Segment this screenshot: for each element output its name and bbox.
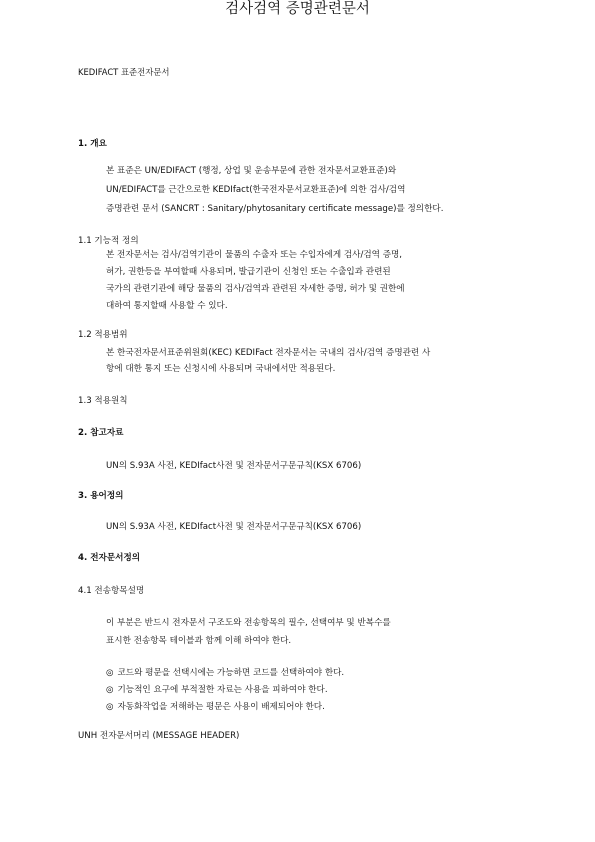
section-heading-principles: 1.3 적용원칙 <box>78 396 128 406</box>
section-heading-message-definition: 4. 전자문서정의 <box>78 553 141 563</box>
document-title: 검사검역 증명관련문서 <box>225 1 370 17</box>
section-heading-references: 2. 참고자료 <box>78 428 124 438</box>
paragraph-line: 이 부분은 반드시 전자문서 구조도와 전송항목의 필수, 선택여부 및 반복수를 <box>106 618 391 628</box>
double-circle-bullet-icon: ◎ <box>106 668 114 678</box>
paragraph-line: 표시한 전송항목 테이블과 함께 이해 하여야 한다. <box>106 636 292 646</box>
section-heading-functional-definition: 1.1 기능적 정의 <box>78 236 139 246</box>
paragraph-line: 대하여 통지할때 사용할 수 있다. <box>106 301 228 311</box>
paragraph-line: UN/EDIFACT를 근간으로한 KEDIfact(한국전자문서교환표준)에 의한 검사/검역 <box>106 185 406 195</box>
bullet-item <box>106 668 344 679</box>
section-heading-overview: 1. 개요 <box>78 139 107 149</box>
bullet-text: 자동화작업을 저해하는 평문은 사용이 배제되어야 한다. <box>117 702 325 712</box>
bullet-item <box>106 685 328 696</box>
paragraph-line: UN의 S.93A 사전, KEDIfact사전 및 전자문서구문규칙(KSX 6706) <box>106 461 362 471</box>
section-heading-message-header: UNH 전자문서머리 (MESSAGE HEADER) <box>78 731 240 741</box>
paragraph-line: 증명관련 문서 (SANCRT : Sanitary/phytosanitary certificate message)를 정의한다. <box>106 204 444 214</box>
paragraph-line: 국가의 관련기관에 해당 물품의 검사/검역과 관련된 자세한 증명, 허가 및 권한에 <box>106 284 405 294</box>
bullet-text: 기능적인 요구에 부적절한 자료는 사용을 피하여야 한다. <box>117 685 328 695</box>
paragraph-line: 본 표준은 UN/EDIFACT (행정, 상업 및 운송부문에 관한 전자문서교환표준)와 <box>106 166 397 176</box>
section-heading-scope: 1.2 적용범위 <box>78 330 128 340</box>
bullet-item <box>106 702 325 713</box>
paragraph-line: 본 한국전자문서표준위원회(KEC) KEDIFact 전자문서는 국내의 검사/검역 증명관련 사 <box>106 348 431 358</box>
double-circle-bullet-icon: ◎ <box>106 685 114 695</box>
paragraph-line: UN의 S.93A 사전, KEDIfact사전 및 전자문서구문규칙(KSX 6706) <box>106 522 362 532</box>
section-heading-data-item-description: 4.1 전송항목설명 <box>78 586 145 596</box>
double-circle-bullet-icon: ◎ <box>106 702 114 712</box>
document-type-label: KEDIFACT 표준전자문서 <box>78 67 170 77</box>
paragraph-line: 본 전자문서는 검사/검역기관이 물품의 수출자 또는 수입자에게 검사/검역 증명, <box>106 250 403 260</box>
bullet-text: 코드와 평문을 선택시에는 가능하면 코드를 선택하여야 한다. <box>117 668 345 678</box>
paragraph-line: 허가, 권한등을 부여할때 사용되며, 발급기관이 신청인 또는 수출입과 관련된 <box>106 267 391 277</box>
section-heading-terms: 3. 용어정의 <box>78 491 124 501</box>
paragraph-line: 항에 대한 통지 또는 신청시에 사용되며 국내에서만 적용된다. <box>106 364 336 374</box>
